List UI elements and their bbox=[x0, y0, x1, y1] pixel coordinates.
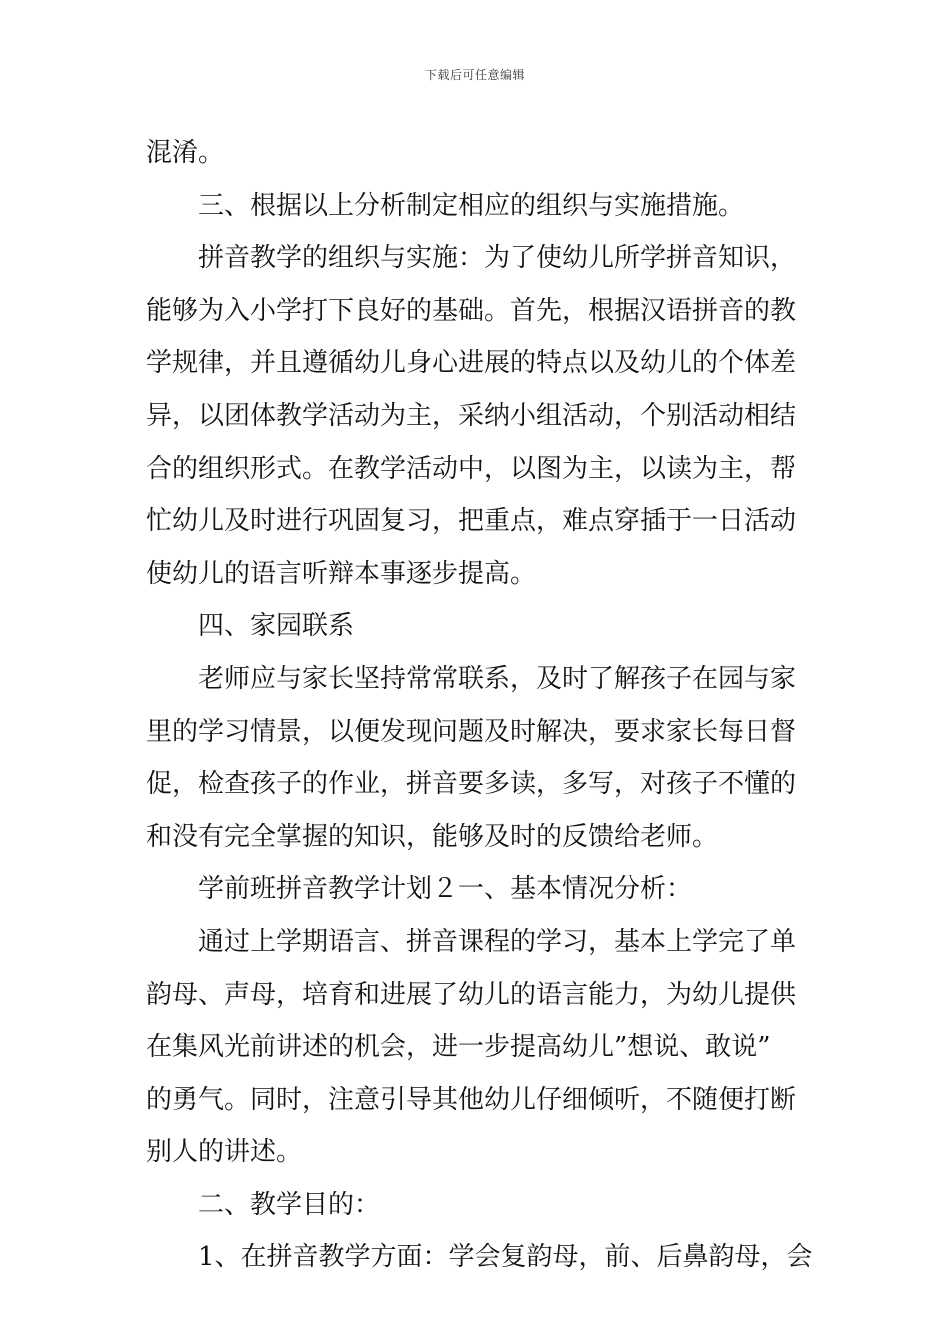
text-line: 合的组织形式。在教学活动中，以图为主，以读为主，帮 bbox=[146, 453, 797, 484]
text-line: 和没有完全掌握的知识，能够及时的反馈给老师。 bbox=[146, 821, 719, 852]
text-line: 韵母、声母，培育和进展了幼儿的语言能力，为幼儿提供 bbox=[146, 979, 797, 1010]
text-line: 1、在拼音教学方面：学会复韵母，前、后鼻韵母，会 bbox=[198, 1242, 813, 1273]
text-line: 拼音教学的组织与实施：为了使幼儿所学拼音知识， bbox=[198, 243, 797, 274]
text-line: 老师应与家长坚持常常联系，及时了解孩子在园与家 bbox=[198, 663, 797, 694]
text-line: 异，以团体教学活动为主，采纳小组活动，个别活动相结 bbox=[146, 400, 797, 431]
section-heading: 学前班拼音教学计划２一、基本情况分析： bbox=[198, 874, 693, 905]
text-line: 忙幼儿及时进行巩固复习，把重点，难点穿插于一日活动 bbox=[146, 506, 797, 537]
text-line: 促，检查孩子的作业，拼音要多读，多写，对孩子不懂的 bbox=[146, 769, 797, 800]
section-heading: 四、家园联系 bbox=[198, 611, 355, 642]
text-line: 能够为入小学打下良好的基础。首先，根据汉语拼音的教 bbox=[146, 295, 797, 326]
page-header-note: 下载后可任意编辑 bbox=[424, 68, 525, 82]
text-line: 里的学习情景，以便发现问题及时解决，要求家长每日督 bbox=[146, 716, 797, 747]
text-line: 在集风光前讲述的机会，进一步提高幼儿”想说、敢说” bbox=[146, 1032, 771, 1063]
text-line: 的勇气。同时，注意引导其他幼儿仔细倾听，不随便打断 bbox=[146, 1084, 797, 1115]
text-line: 别人的讲述。 bbox=[146, 1137, 303, 1168]
text-line: 使幼儿的语言听辩本事逐步提高。 bbox=[146, 558, 537, 589]
text-line: 学规律，并且遵循幼儿身心进展的特点以及幼儿的个体差 bbox=[146, 348, 797, 379]
text-line: 混淆。 bbox=[146, 138, 225, 168]
text-line: 通过上学期语言、拼音课程的学习，基本上学完了单 bbox=[198, 926, 797, 957]
document-body bbox=[146, 127, 813, 1284]
section-heading: 三、根据以上分析制定相应的组织与实施措施。 bbox=[198, 190, 745, 221]
section-heading: 二、教学目的： bbox=[198, 1189, 381, 1220]
